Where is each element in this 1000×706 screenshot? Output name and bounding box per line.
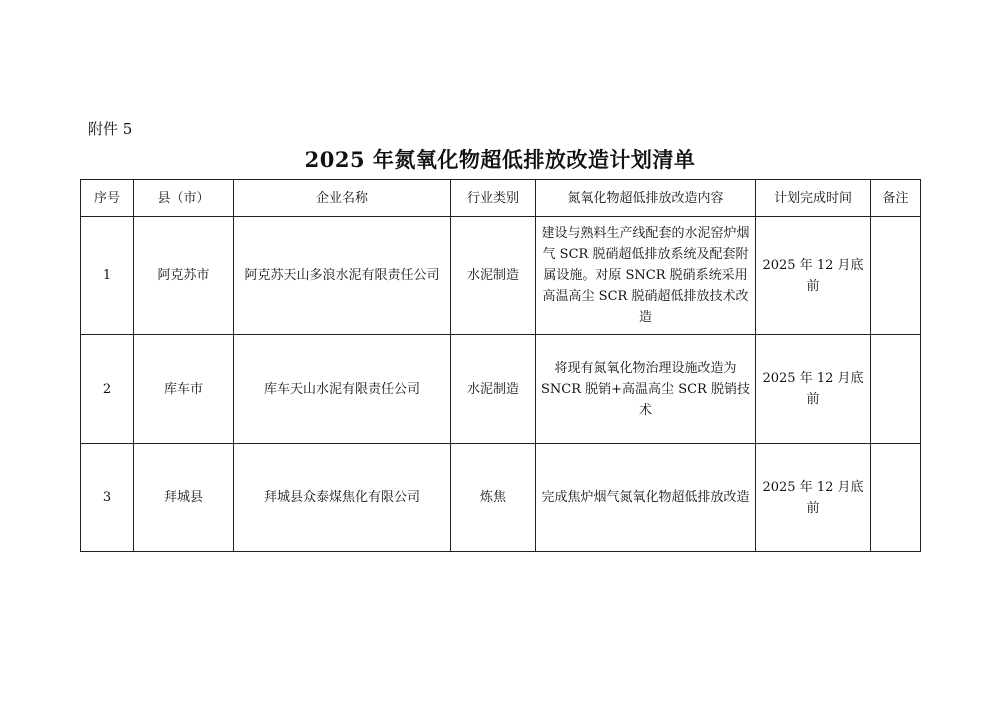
cell-content: 将现有氮氧化物治理设施改造为 SNCR 脱销+高温高尘 SCR 脱销技术 — [536, 335, 756, 444]
cell-county: 拜城县 — [134, 444, 234, 552]
cell-county: 阿克苏市 — [134, 217, 234, 335]
plan-table — [80, 179, 921, 552]
header-company: 企业名称 — [234, 180, 451, 217]
header-no: 序号 — [81, 180, 134, 217]
cell-industry: 炼焦 — [451, 444, 536, 552]
cell-deadline: 2025 年 12 月底前 — [756, 217, 871, 335]
table-row — [81, 217, 921, 335]
cell-deadline: 2025 年 12 月底前 — [756, 335, 871, 444]
cell-company: 库车天山水泥有限责任公司 — [234, 335, 451, 444]
cell-no: 2 — [81, 335, 134, 444]
header-remark: 备注 — [871, 180, 921, 217]
cell-no: 1 — [81, 217, 134, 335]
cell-industry: 水泥制造 — [451, 217, 536, 335]
header-deadline: 计划完成时间 — [756, 180, 871, 217]
cell-county: 库车市 — [134, 335, 234, 444]
cell-remark — [871, 217, 921, 335]
table-row — [81, 444, 921, 552]
header-content: 氮氧化物超低排放改造内容 — [536, 180, 756, 217]
table-row — [81, 335, 921, 444]
header-county: 县（市） — [134, 180, 234, 217]
cell-remark — [871, 335, 921, 444]
header-industry: 行业类别 — [451, 180, 536, 217]
document-title: 2025 年氮氧化物超低排放改造计划清单 — [304, 147, 696, 172]
attachment-label: 附件 5 — [88, 120, 133, 138]
header-row — [81, 180, 921, 217]
cell-remark — [871, 444, 921, 552]
cell-company: 拜城县众泰煤焦化有限公司 — [234, 444, 451, 552]
cell-content: 建设与熟料生产线配套的水泥窑炉烟气 SCR 脱硝超低排放系统及配套附属设施。对原 SNCR 脱硝系统采用高温高尘 SCR 脱硝超低排放技术改造 — [536, 217, 756, 335]
cell-deadline: 2025 年 12 月底前 — [756, 444, 871, 552]
cell-content: 完成焦炉烟气氮氧化物超低排放改造 — [536, 444, 756, 552]
cell-company: 阿克苏天山多浪水泥有限责任公司 — [234, 217, 451, 335]
cell-industry: 水泥制造 — [451, 335, 536, 444]
cell-no: 3 — [81, 444, 134, 552]
